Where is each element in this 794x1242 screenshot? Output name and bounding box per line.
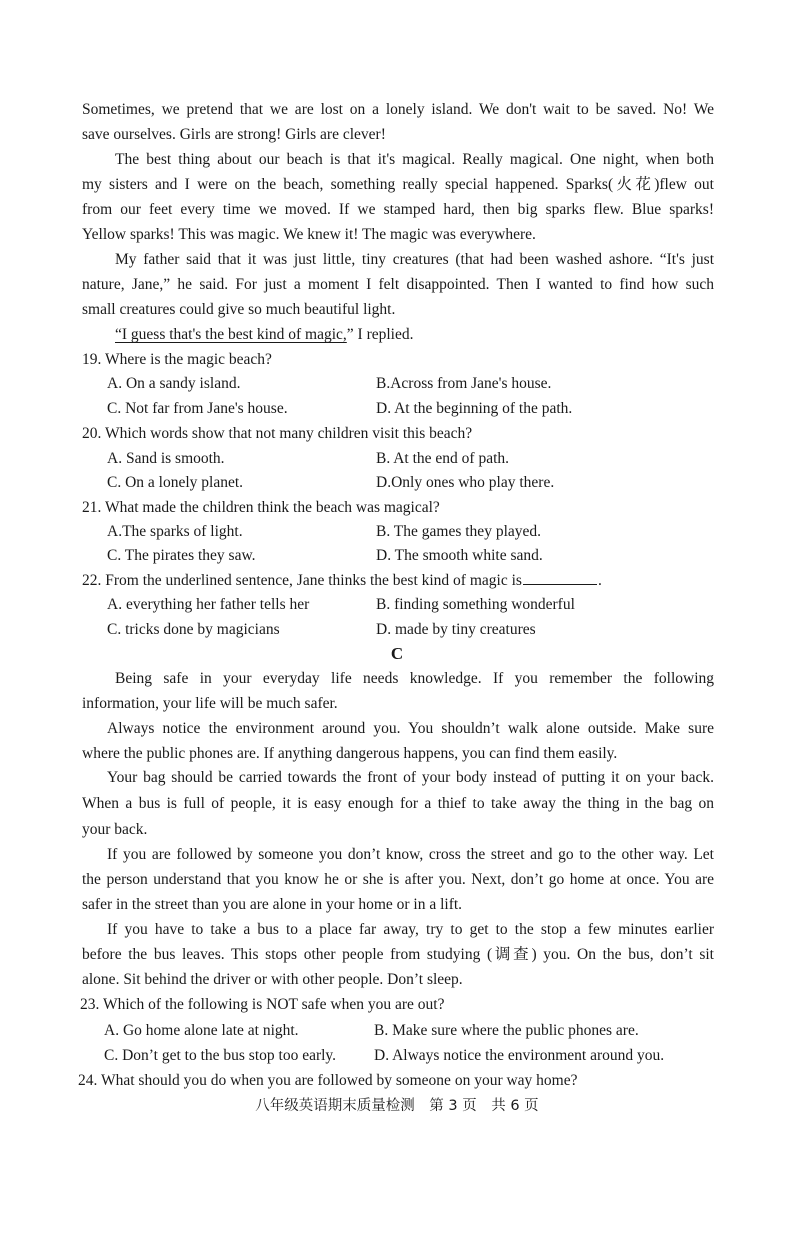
underlined-sentence: “I guess that's the best kind of magic, [115,326,347,343]
option-c: C. Not far from Jane's house. [107,400,288,417]
passage-line: safer in the street than you are alone in your home or in a lift. [82,896,463,913]
passage-line: save ourselves. Girls are strong! Girls are clever! [82,126,386,143]
passage-line: where the public phones are. If anything dangerous happens, you can find them easily. [82,745,618,762]
question-stem: 22. From the underlined sentence, Jane thinks the best kind of magic is [82,572,522,589]
question-stem: 19. Where is the magic beach? [82,351,272,368]
passage-line: small creatures could give so much beautiful light. [82,301,396,318]
option-c: C. Don’t get to the bus stop too early. [104,1047,337,1064]
passage-line: information, your life will be much safer. [82,695,338,712]
option-a: A.The sparks of light. [107,523,243,540]
page-footer: 八年级英语期末质量检测 第 3 页 共 6 页 [255,1098,539,1114]
passage-line: My father said that it was just little, tiny creatures (that had been washed ashore. “It's just [115,251,714,268]
option-a: A. On a sandy island. [107,375,241,392]
passage-line: before the bus leaves. This stops other people from studying (调查) you. On the bus, don’t sit [82,946,714,963]
question-stem: 23. Which of the following is NOT safe when you are out? [80,996,445,1013]
passage-line: When a bus is full of people, it is easy enough for a thief to take away the thing in the bag on [82,795,714,812]
passage-line: the person understand that you know he or she is after you. Next, don’t go home at once. You are [82,871,714,888]
passage-line: If you have to take a bus to a place far away, try to get to the stop a few minutes earlier [107,921,714,938]
passage-line: The best thing about our beach is that it's magical. Really magical. One night, when both [115,151,714,168]
option-b: B. Make sure where the public phones are. [374,1022,639,1039]
passage-line: If you are followed by someone you don’t know, cross the street and go to the other way. Let [107,846,714,863]
option-a: A. Sand is smooth. [107,450,225,467]
option-d: D. At the beginning of the path. [376,400,573,417]
passage-line: Always notice the environment around you. You shouldn’t walk alone outside. Make sure [107,720,714,737]
option-d: D. made by tiny creatures [376,621,536,638]
option-d: D. Always notice the environment around you. [374,1047,665,1064]
option-b: B. The games they played. [376,523,542,540]
option-b: B. At the end of path. [376,450,510,467]
option-c: C. On a lonely planet. [107,474,244,491]
passage-line: Yellow sparks! This was magic. We knew it! The magic was everywhere. [82,226,536,243]
question-stem: 24. What should you do when you are followed by someone on your way home? [78,1072,578,1089]
option-a: A. Go home alone late at night. [104,1022,299,1039]
option-c: C. The pirates they saw. [107,547,256,564]
question-stem: 20. Which words show that not many children visit this beach? [82,425,473,442]
passage-line: Being safe in your everyday life needs knowledge. If you remember the following [115,670,714,687]
quote-tail: ” I replied. [346,326,414,343]
section-heading: C [390,644,404,663]
passage-line: from our feet every time we moved. If we stamped hard, then big sparks flew. Blue sparks! [82,201,714,218]
stem-end: . [597,572,602,589]
option-b: B.Across from Jane's house. [376,375,552,392]
option-c: C. tricks done by magicians [107,621,280,638]
passage-line: my sisters and I were on the beach, something really special happened. Sparks(火花)flew out [82,176,714,193]
passage-quote-line [115,325,714,345]
option-b: B. finding something wonderful [376,596,575,613]
passage-line: Sometimes, we pretend that we are lost on a lonely island. We don't wait to be saved. No! We [82,101,714,118]
option-a: A. everything her father tells her [107,596,310,613]
answer-blank [523,570,597,585]
passage-line: nature, Jane,” he said. For just a moment I felt disappointed. Then I wanted to find how such [82,276,714,293]
passage-line: Your bag should be carried towards the front of your body instead of putting it on your back. [107,769,714,786]
option-d: D. The smooth white sand. [376,547,543,564]
question-stem-with-blank [82,570,602,591]
passage-line: your back. [82,821,148,838]
option-d: D.Only ones who play there. [376,474,555,491]
passage-line: alone. Sit behind the driver or with other people. Don’t sleep. [82,971,463,988]
question-stem: 21. What made the children think the beach was magical? [82,499,440,516]
